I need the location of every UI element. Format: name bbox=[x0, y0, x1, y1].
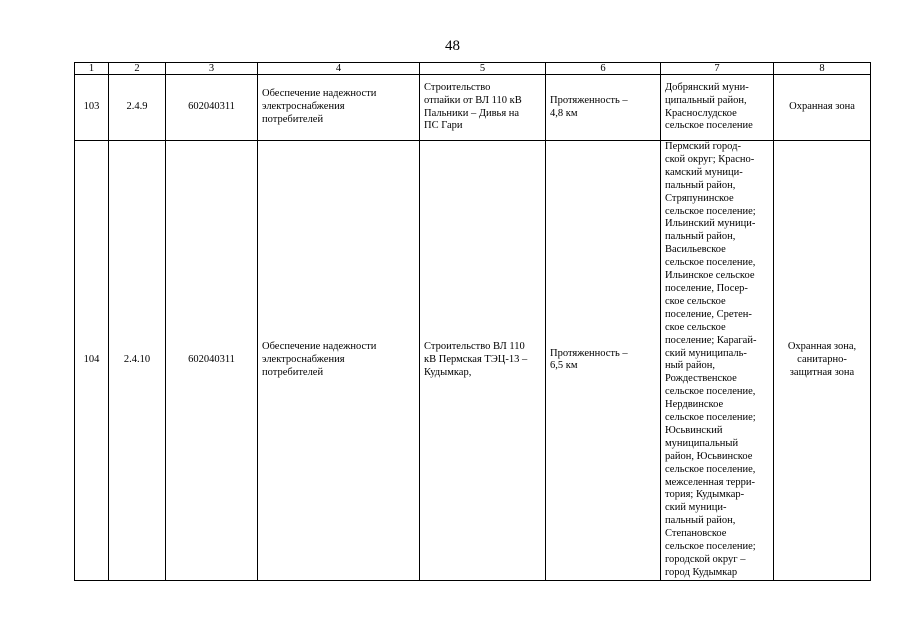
cell-line: сельское поселение; bbox=[665, 541, 756, 553]
header-cell: 4 bbox=[258, 63, 420, 75]
header-cell: 2 bbox=[109, 63, 166, 75]
cell-line: ское сельское bbox=[665, 321, 726, 333]
cell-line: потребителей bbox=[262, 366, 324, 378]
cell-line: защитная зона bbox=[789, 366, 855, 378]
cell-line: кВ Пермская ТЭЦ-13 – bbox=[424, 353, 528, 365]
row-number: 103 bbox=[75, 75, 109, 141]
row-characteristic bbox=[546, 141, 661, 581]
cell-line: район, Юсьвинское bbox=[665, 450, 753, 462]
cell-line: Строительство ВЛ 110 bbox=[424, 341, 525, 353]
row-id: 602040311 bbox=[166, 75, 258, 141]
cell-line: Ильинское сельское bbox=[665, 270, 755, 282]
cell-line: ский муниципаль- bbox=[665, 347, 747, 359]
cell-line: сельское поселение, bbox=[665, 463, 756, 475]
cell-line: ское сельское bbox=[665, 295, 726, 307]
cell-line: Обеспечение надежности bbox=[262, 88, 377, 100]
cell-line: поселение, Сретен- bbox=[665, 308, 752, 320]
header-cell: 6 bbox=[546, 63, 661, 75]
cell-line: Степановское bbox=[665, 528, 727, 540]
cell-line: сельское поселение, bbox=[665, 386, 756, 398]
row-purpose bbox=[258, 75, 420, 141]
row-code: 2.4.9 bbox=[109, 75, 166, 141]
header-cell: 1 bbox=[75, 63, 109, 75]
cell-line: Рождественское bbox=[665, 373, 737, 385]
row-object bbox=[420, 141, 546, 581]
header-row bbox=[75, 63, 871, 75]
cell-line: Ильинский муници- bbox=[665, 218, 756, 230]
row-characteristic bbox=[546, 75, 661, 141]
cell-line: ской округ; Красно- bbox=[665, 153, 755, 165]
cell-line: Охранная зона, bbox=[787, 341, 857, 353]
row-zone bbox=[774, 75, 871, 141]
cell-line: ПС Гари bbox=[424, 120, 463, 132]
cell-line: ципальный район, bbox=[665, 94, 747, 106]
cell-line: Протяженность – bbox=[550, 347, 628, 359]
cell-line: Пальники – Дивья на bbox=[424, 107, 520, 119]
page-number: 48 bbox=[445, 38, 460, 54]
cell-line: Строительство bbox=[424, 81, 491, 93]
cell-line: санитарно- bbox=[797, 353, 847, 365]
cell-line: ный район, bbox=[665, 360, 715, 372]
cell-line: город Кудымкар bbox=[665, 566, 738, 578]
cell-line: поселение, Посер- bbox=[665, 282, 748, 294]
cell-line: камский муници- bbox=[665, 166, 743, 178]
cell-line: межселенная терри- bbox=[665, 476, 755, 488]
table-row bbox=[75, 141, 871, 581]
row-location bbox=[661, 75, 774, 141]
row-code: 2.4.10 bbox=[109, 141, 166, 581]
table-row bbox=[75, 75, 871, 141]
cell-line: сельское поселение; bbox=[665, 412, 756, 424]
header-cell: 3 bbox=[166, 63, 258, 75]
cell-line: пальный район, bbox=[665, 179, 736, 191]
cell-line: Васильевское bbox=[665, 244, 726, 256]
header-cell: 5 bbox=[420, 63, 546, 75]
cell-line: Юсьвинский bbox=[665, 424, 723, 436]
cell-line: электроснабжения bbox=[262, 101, 345, 113]
row-id: 602040311 bbox=[166, 141, 258, 581]
cell-line: ский муници- bbox=[665, 502, 727, 514]
cell-line: сельское поселение; bbox=[665, 205, 756, 217]
cell-line: сельское поселение, bbox=[665, 257, 756, 269]
cell-line: муниципальный bbox=[665, 437, 739, 449]
register-table bbox=[74, 62, 871, 581]
header-cell: 8 bbox=[774, 63, 871, 75]
cell-line: потребителей bbox=[262, 113, 324, 125]
cell-line: Добрянский муни- bbox=[665, 81, 749, 93]
cell-line: пальный район, bbox=[665, 515, 736, 527]
cell-line: Нердвинское bbox=[665, 399, 724, 411]
cell-line: Пермский город- bbox=[665, 141, 741, 152]
cell-line: отпайки от ВЛ 110 кВ bbox=[424, 94, 522, 106]
cell-line: Краснослудское bbox=[665, 107, 737, 119]
cell-line: Охранная зона bbox=[789, 101, 855, 113]
cell-line: 6,5 км bbox=[550, 360, 578, 372]
cell-line: тория; Кудымкар- bbox=[665, 489, 745, 501]
cell-line: городской округ – bbox=[665, 554, 746, 565]
cell-line: поселение; Карагай- bbox=[665, 334, 757, 346]
cell-line: 4,8 км bbox=[550, 107, 578, 119]
cell-line: Стряпунинское bbox=[665, 192, 734, 204]
row-location bbox=[661, 141, 774, 581]
row-number: 104 bbox=[75, 141, 109, 581]
row-zone bbox=[774, 141, 871, 581]
header-cell: 7 bbox=[661, 63, 774, 75]
cell-line: Кудымкар, bbox=[424, 366, 472, 378]
cell-line: сельское поселение bbox=[665, 120, 753, 132]
cell-line: электроснабжения bbox=[262, 353, 345, 365]
cell-line: Обеспечение надежности bbox=[262, 341, 377, 353]
row-object bbox=[420, 75, 546, 141]
cell-line: пальный район, bbox=[665, 231, 736, 243]
cell-line: Протяженность – bbox=[550, 94, 628, 106]
row-purpose bbox=[258, 141, 420, 581]
